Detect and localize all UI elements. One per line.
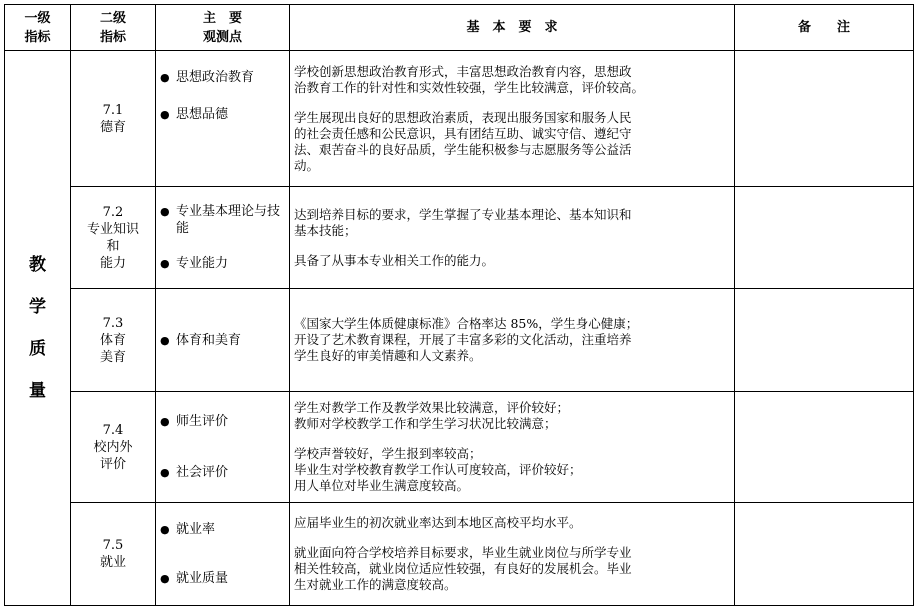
table-row: [5, 289, 914, 392]
level2-name: 专业知识: [86, 221, 139, 237]
level2-code: 7.1: [102, 102, 124, 118]
level1-char: 量: [29, 381, 46, 401]
bullet-icon: ●: [160, 205, 170, 218]
observation-item: [160, 570, 285, 587]
requirement-line: 学生良好的审美情趣和人文素养。: [294, 348, 482, 363]
table-row: [5, 51, 914, 187]
observation-item: [160, 203, 285, 237]
header-level2: [71, 5, 156, 51]
requirement-line: 达到培养目标的要求，学生掌握了专业基本理论、基本知识和: [294, 206, 632, 222]
level2-name: 能力: [99, 255, 126, 271]
requirement-paragraph: [294, 316, 730, 364]
requirement-paragraph: [294, 253, 730, 269]
requirement-cell: [290, 503, 735, 606]
observation-item: [160, 332, 285, 349]
requirement-line: 教师对学校教学工作和学生学习状况比较满意；: [294, 416, 557, 431]
observation-text: 就业率: [176, 522, 216, 537]
remark-cell: [735, 503, 914, 606]
requirement-line: 学生展现出良好的思想政治素质，表现出服务国家和服务人民: [294, 109, 632, 125]
header-level2-line1: 二级: [99, 10, 126, 26]
level2-indicator: [71, 503, 156, 606]
requirement-paragraph: [294, 400, 730, 432]
requirement-line: 具备了从事本专业相关工作的能力。: [294, 252, 495, 268]
level2-name: 德育: [99, 119, 126, 135]
header-level1-line1: 一级: [24, 10, 51, 26]
table-row: [5, 187, 914, 289]
requirement-cell: [290, 51, 735, 187]
observation-item: [160, 255, 285, 272]
header-level2-line2: 指标: [99, 29, 126, 45]
bullet-icon: ●: [160, 523, 170, 536]
bullet-icon: ●: [160, 466, 170, 479]
requirement-paragraph: [294, 207, 730, 239]
requirement-line: 学校声誉较好，学生报到率较高；: [294, 446, 482, 461]
requirement-line: 《国家大学生体质健康标准》合格率达 85%，学生身心健康；: [294, 316, 639, 331]
observation-text: 思想政治教育: [176, 69, 255, 85]
header-remark: 备 注: [735, 5, 914, 51]
table-row: [5, 392, 914, 503]
bullet-icon: ●: [160, 333, 170, 347]
header-observation-line2: 观测点: [202, 29, 242, 45]
requirement-line: 学生对教学工作及教学效果比较满意，评价较好；: [294, 400, 570, 415]
level1-char: 质: [29, 339, 46, 359]
observation-cell: [156, 503, 290, 606]
observation-text: 社会评价: [176, 465, 229, 480]
observation-cell: [156, 51, 290, 187]
header-level1: [5, 5, 71, 51]
requirement-line: 治教育工作的针对性和实效性较强，学生比较满意，评价较高。: [294, 79, 645, 95]
level2-name: 校内外: [93, 439, 133, 455]
bullet-icon: ●: [160, 572, 170, 585]
level2-code: 7.2: [102, 204, 124, 220]
observation-cell: [156, 392, 290, 503]
evaluation-table: [4, 4, 914, 606]
observation-item: [160, 521, 285, 538]
level2-name: 美育: [99, 349, 126, 365]
level2-name: 和: [106, 238, 120, 254]
requirement-line: 基本技能；: [294, 222, 357, 238]
level2-code: 7.4: [102, 422, 124, 438]
remark-cell: [735, 289, 914, 392]
requirement-cell: [290, 392, 735, 503]
observation-text: 专业能力: [176, 256, 229, 271]
table-row: [5, 503, 914, 606]
remark-cell: [735, 51, 914, 187]
level2-name: 评价: [99, 456, 126, 472]
header-requirement: 基 本 要 求: [290, 5, 735, 51]
observation-text: 师生评价: [176, 414, 229, 429]
level2-code: 7.5: [102, 538, 124, 553]
level2-indicator: [71, 392, 156, 503]
requirement-line: 学校创新思想政治教育形式，丰富思想政治教育内容，思想政: [294, 63, 632, 79]
remark-cell: [735, 187, 914, 289]
header-level1-line2: 指标: [24, 29, 51, 45]
observation-item: [160, 464, 285, 481]
requirement-line: 生对就业工作的满意度较高。: [294, 577, 457, 592]
level1-indicator: [5, 51, 71, 606]
requirement-line: 动。: [294, 157, 320, 173]
observation-item: [160, 413, 285, 430]
level2-indicator: [71, 187, 156, 289]
requirement-line: 用人单位对毕业生满意度较高。: [294, 478, 470, 493]
requirement-line: 的社会责任感和公民意识，具有团结互助、诚实守信、遵纪守: [294, 125, 632, 141]
observation-text: 就业质量: [176, 571, 229, 586]
bullet-icon: ●: [160, 70, 170, 84]
level1-char: 学: [29, 297, 46, 317]
header-observation: [156, 5, 290, 51]
requirement-line: 相关性较高，就业岗位适应性较强，有良好的发展机会。毕业: [294, 561, 632, 576]
level1-char: 教: [29, 255, 46, 275]
observation-item: [160, 106, 285, 123]
requirement-line: 毕业生对学校教育教学工作认可度较高，评价较好；: [294, 462, 582, 477]
requirement-paragraph: [294, 64, 730, 96]
requirement-paragraph: [294, 515, 730, 531]
observation-item: [160, 69, 285, 86]
observation-text: 思想品德: [176, 106, 229, 122]
observation-text: 专业基本理论与技能: [176, 204, 281, 236]
bullet-icon: ●: [160, 415, 170, 428]
observation-text: 体育和美育: [176, 332, 242, 348]
header-row: [5, 5, 914, 51]
level2-name: 体育: [99, 332, 126, 348]
requirement-cell: [290, 289, 735, 392]
requirement-line: 就业面向符合学校培养目标要求，毕业生就业岗位与所学专业: [294, 545, 632, 560]
requirement-line: 法、艰苦奋斗的良好品质，学生能积极参与志愿服务等公益活: [294, 141, 632, 157]
requirement-paragraph: [294, 446, 730, 494]
requirement-paragraph: [294, 110, 730, 174]
level2-name: 就业: [99, 555, 126, 570]
observation-cell: [156, 289, 290, 392]
requirement-line: 应届毕业生的初次就业率达到本地区高校平均水平。: [294, 515, 582, 530]
level2-code: 7.3: [102, 315, 124, 331]
requirement-paragraph: [294, 545, 730, 593]
remark-cell: [735, 392, 914, 503]
bullet-icon: ●: [160, 107, 170, 121]
observation-cell: [156, 187, 290, 289]
level2-indicator: [71, 289, 156, 392]
bullet-icon: ●: [160, 257, 170, 270]
requirement-line: 开设了艺术教育课程，开展了丰富多彩的文化活动，注重培养: [294, 332, 632, 347]
header-observation-line1: 主 要: [202, 10, 242, 26]
level2-indicator: [71, 51, 156, 187]
requirement-cell: [290, 187, 735, 289]
